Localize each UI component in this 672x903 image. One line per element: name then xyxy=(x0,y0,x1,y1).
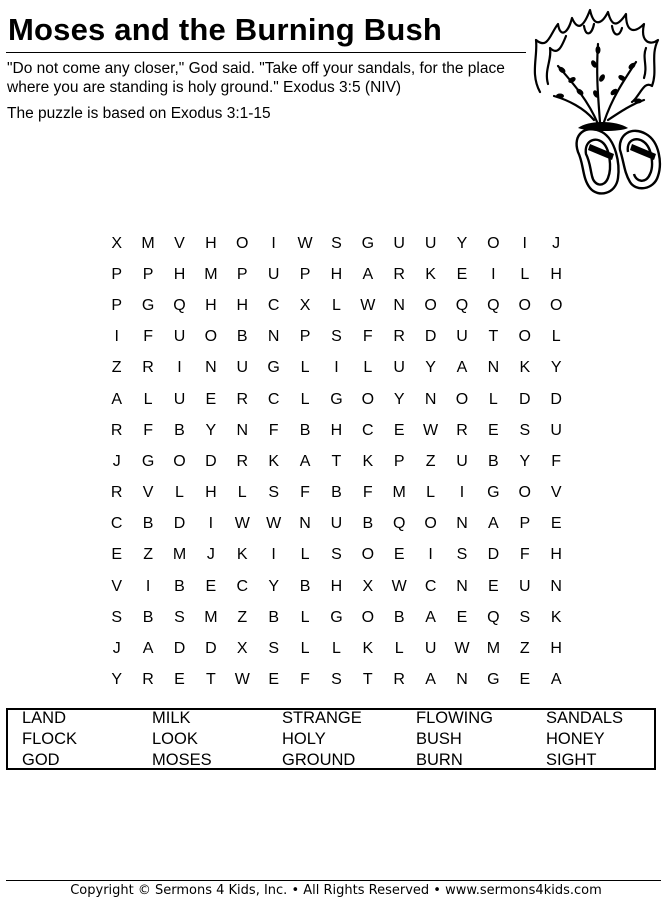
grid-letter: D xyxy=(173,515,186,533)
grid-letter: W xyxy=(234,671,250,689)
grid-letter: E xyxy=(550,515,562,533)
grid-letter: P xyxy=(142,265,154,283)
grid-letter: E xyxy=(488,577,499,595)
grid-letter: J xyxy=(112,452,121,470)
grid-letter: H xyxy=(330,265,343,283)
grid-letter: E xyxy=(205,577,217,595)
grid-letter: K xyxy=(362,640,374,658)
grid-letter: H xyxy=(550,546,562,564)
grid-letter: F xyxy=(143,421,153,439)
grid-letter: E xyxy=(205,390,217,408)
grid-letter: K xyxy=(268,452,279,470)
grid-letter: L xyxy=(520,265,530,283)
grid-letter: I xyxy=(208,515,214,533)
grid-letter: O xyxy=(518,484,531,502)
grid-letter: A xyxy=(456,359,468,377)
grid-letter: S xyxy=(268,640,279,658)
grid-letter: I xyxy=(428,546,433,564)
grid-letter: B xyxy=(331,484,342,502)
grid-letter: M xyxy=(141,234,155,252)
title-divider xyxy=(6,52,526,53)
grid-letter: R xyxy=(142,359,154,377)
grid-letter: Q xyxy=(392,515,406,533)
grid-letter: U xyxy=(393,234,405,252)
grid-letter: Z xyxy=(425,452,436,470)
grid-letter: Q xyxy=(173,296,186,314)
grid-letter: E xyxy=(174,671,185,689)
word-list-item: MOSES xyxy=(152,751,212,769)
grid-letter: S xyxy=(111,608,123,626)
grid-letter: I xyxy=(271,546,276,564)
grid-letter: O xyxy=(518,296,531,314)
grid-letter: M xyxy=(486,640,501,658)
grid-letter: W xyxy=(297,234,313,252)
grid-letter: B xyxy=(142,515,154,533)
grid-letter: L xyxy=(394,640,404,658)
grid-letter: H xyxy=(173,265,186,283)
grid-letter: D xyxy=(518,390,531,408)
word-list-item: STRANGE xyxy=(282,709,362,727)
grid-letter: X xyxy=(362,577,374,595)
grid-letter: J xyxy=(112,640,121,658)
grid-letter: G xyxy=(141,452,155,470)
word-list-item: LAND xyxy=(22,709,67,727)
grid-letter: O xyxy=(204,328,218,346)
grid-letter: V xyxy=(174,234,185,252)
grid-letter: E xyxy=(268,671,279,689)
grid-letter: R xyxy=(236,452,249,470)
grid-letter: H xyxy=(330,577,343,595)
grid-letter: M xyxy=(172,546,187,564)
grid-letter: D xyxy=(173,640,186,658)
word-list-item: BURN xyxy=(416,751,463,769)
grid-letter: E xyxy=(519,671,531,689)
grid-letter: E xyxy=(111,546,123,564)
word-search-grid xyxy=(101,228,572,696)
grid-letter: M xyxy=(204,265,218,283)
grid-letter: U xyxy=(393,359,405,377)
grid-letter: O xyxy=(236,234,249,252)
grid-letter: N xyxy=(456,515,468,533)
grid-letter: A xyxy=(425,608,436,626)
grid-letter: L xyxy=(237,484,247,502)
grid-letter: U xyxy=(518,577,531,595)
grid-letter: M xyxy=(204,608,218,626)
grid-letter: U xyxy=(550,421,562,439)
grid-letter: H xyxy=(330,421,343,439)
grid-letter: F xyxy=(362,484,373,502)
grid-letter: F xyxy=(519,546,530,564)
grid-letter: L xyxy=(331,640,341,658)
page-title: Moses and the Burning Bush xyxy=(8,12,443,47)
grid-letter: R xyxy=(393,328,405,346)
grid-letter: C xyxy=(267,390,280,408)
grid-letter: W xyxy=(454,640,470,658)
grid-letter: U xyxy=(424,640,437,658)
grid-letter: K xyxy=(519,359,531,377)
grid-letter: O xyxy=(361,608,375,626)
grid-letter: H xyxy=(205,234,217,252)
grid-letter: A xyxy=(142,640,154,658)
grid-letter: U xyxy=(236,359,249,377)
grid-letter: L xyxy=(488,390,498,408)
grid-letter: D xyxy=(205,640,217,658)
grid-letter: A xyxy=(550,671,562,689)
grid-letter: H xyxy=(550,265,562,283)
grid-letter: B xyxy=(393,608,405,626)
grid-letter: S xyxy=(331,328,342,346)
grid-letter: B xyxy=(142,608,154,626)
grid-letter: N xyxy=(456,577,468,595)
grid-letter: T xyxy=(331,452,342,470)
grid-letter: R xyxy=(142,671,154,689)
grid-letter: A xyxy=(488,515,499,533)
grid-letter: F xyxy=(551,452,562,470)
grid-letter: B xyxy=(236,328,248,346)
grid-letter: L xyxy=(300,640,310,658)
word-list-item: FLOCK xyxy=(22,730,78,748)
grid-letter: S xyxy=(174,608,185,626)
burning-bush-icon xyxy=(528,4,668,202)
grid-letter: N xyxy=(393,296,405,314)
word-list-item: SANDALS xyxy=(546,709,624,727)
word-list-item: HONEY xyxy=(546,730,605,748)
grid-letter: L xyxy=(551,328,561,346)
word-list-item: HOLY xyxy=(282,730,326,748)
grid-letter: L xyxy=(300,390,310,408)
word-list-item: BUSH xyxy=(416,730,462,748)
grid-letter: B xyxy=(488,452,499,470)
grid-letter: P xyxy=(299,328,311,346)
puzzle-basis-note: The puzzle is based on Exodus 3:1-15 xyxy=(7,105,271,122)
grid-letter: E xyxy=(456,265,468,283)
grid-letter: F xyxy=(268,421,279,439)
grid-letter: E xyxy=(488,421,499,439)
grid-letter: C xyxy=(362,421,374,439)
word-list-item: MILK xyxy=(152,709,191,727)
grid-letter: P xyxy=(236,265,248,283)
grid-letter: Z xyxy=(111,359,122,377)
grid-letter: W xyxy=(391,577,407,595)
grid-letter: O xyxy=(518,328,531,346)
grid-letter: N xyxy=(299,515,311,533)
grid-letter: Y xyxy=(456,234,468,252)
grid-letter: F xyxy=(300,484,310,502)
grid-letter: E xyxy=(393,421,405,439)
grid-letter: G xyxy=(330,390,343,408)
grid-letter: U xyxy=(424,234,437,252)
grid-letter: V xyxy=(111,577,123,595)
grid-letter: O xyxy=(361,390,375,408)
grid-letter: O xyxy=(173,452,186,470)
grid-letter: I xyxy=(177,359,182,377)
grid-letter: G xyxy=(141,296,155,314)
grid-letter: T xyxy=(488,328,499,346)
grid-letter: E xyxy=(393,546,405,564)
grid-letter: U xyxy=(173,328,186,346)
grid-letter: Y xyxy=(111,671,123,689)
grid-letter: T xyxy=(205,671,216,689)
word-list-item: GOD xyxy=(22,751,60,769)
grid-letter: K xyxy=(550,608,562,626)
grid-letter: G xyxy=(487,484,500,502)
grid-letter: N xyxy=(456,671,468,689)
grid-letter: U xyxy=(456,328,468,346)
grid-letter: Q xyxy=(487,296,500,314)
grid-letter: E xyxy=(456,608,468,626)
grid-letter: H xyxy=(205,484,217,502)
grid-letter: L xyxy=(363,359,373,377)
grid-letter: U xyxy=(173,390,186,408)
grid-letter: C xyxy=(110,515,123,533)
grid-letter: S xyxy=(519,608,531,626)
grid-letter: B xyxy=(268,608,279,626)
grid-letter: V xyxy=(142,484,154,502)
grid-letter: R xyxy=(456,421,468,439)
grid-letter: I xyxy=(491,265,496,283)
grid-letter: L xyxy=(300,608,310,626)
grid-letter: B xyxy=(299,577,311,595)
grid-letter: L xyxy=(143,390,153,408)
grid-letter: H xyxy=(205,296,217,314)
grid-letter: Y xyxy=(268,577,279,595)
grid-letter: R xyxy=(393,265,405,283)
grid-letter: L xyxy=(175,484,184,502)
grid-letter: D xyxy=(205,452,217,470)
grid-letter: X xyxy=(111,234,123,252)
grid-letter: S xyxy=(331,546,342,564)
grid-letter: I xyxy=(334,359,339,377)
grid-letter: I xyxy=(522,234,527,252)
grid-letter: A xyxy=(362,265,374,283)
grid-letter: A xyxy=(111,390,123,408)
grid-letter: N xyxy=(424,390,437,408)
word-list-item: LOOK xyxy=(152,730,198,748)
grid-letter: H xyxy=(236,296,249,314)
grid-letter: G xyxy=(267,359,280,377)
grid-letter: D xyxy=(550,390,562,408)
grid-letter: Y xyxy=(519,452,531,470)
word-list-item: SIGHT xyxy=(546,751,597,769)
grid-letter: I xyxy=(271,234,276,252)
grid-letter: V xyxy=(550,484,562,502)
grid-letter: B xyxy=(362,515,374,533)
grid-letter: K xyxy=(362,452,374,470)
grid-letter: W xyxy=(234,515,250,533)
grid-letter: R xyxy=(393,671,405,689)
grid-letter: P xyxy=(519,515,531,533)
grid-letter: A xyxy=(299,452,311,470)
grid-letter: Z xyxy=(519,640,530,658)
grid-letter: G xyxy=(487,671,500,689)
grid-letter: U xyxy=(267,265,280,283)
grid-letter: R xyxy=(110,484,123,502)
grid-letter: O xyxy=(549,296,563,314)
grid-letter: C xyxy=(424,577,437,595)
grid-letter: X xyxy=(299,296,311,314)
grid-letter: G xyxy=(330,608,343,626)
word-list-item: GROUND xyxy=(282,751,356,769)
grid-letter: P xyxy=(111,265,123,283)
grid-letter: R xyxy=(110,421,123,439)
grid-letter: J xyxy=(206,546,215,564)
grid-letter: K xyxy=(236,546,248,564)
grid-letter: F xyxy=(143,328,153,346)
grid-letter: U xyxy=(330,515,343,533)
grid-letter: P xyxy=(111,296,123,314)
grid-letter: O xyxy=(455,390,469,408)
grid-letter: M xyxy=(392,484,406,502)
grid-letter: H xyxy=(550,640,562,658)
grid-letter: I xyxy=(459,484,465,502)
grid-letter: S xyxy=(519,421,531,439)
grid-letter: L xyxy=(426,484,436,502)
grid-letter: J xyxy=(552,234,561,252)
grid-letter: O xyxy=(424,515,437,533)
grid-letter: N xyxy=(236,421,249,439)
grid-letter: O xyxy=(361,546,375,564)
grid-letter: D xyxy=(424,328,437,346)
grid-letter: A xyxy=(425,671,436,689)
grid-letter: Y xyxy=(550,359,562,377)
word-list xyxy=(22,708,662,771)
grid-letter: Z xyxy=(143,546,153,564)
grid-letter: C xyxy=(236,577,249,595)
grid-letter: W xyxy=(423,421,439,439)
grid-letter: Z xyxy=(237,608,248,626)
grid-letter: Y xyxy=(205,421,217,439)
grid-letter: S xyxy=(331,671,342,689)
grid-letter: W xyxy=(266,515,282,533)
word-list-item: FLOWING xyxy=(416,709,493,727)
grid-letter: C xyxy=(267,296,280,314)
grid-letter: B xyxy=(174,577,185,595)
grid-letter: L xyxy=(331,296,341,314)
grid-letter: Y xyxy=(425,359,436,377)
grid-letter: X xyxy=(236,640,248,658)
footer-divider xyxy=(6,880,661,881)
grid-letter: P xyxy=(393,452,405,470)
grid-letter: G xyxy=(361,234,375,252)
grid-letter: R xyxy=(236,390,249,408)
grid-letter: L xyxy=(300,546,310,564)
grid-letter: I xyxy=(145,577,151,595)
grid-letter: P xyxy=(299,265,311,283)
grid-letter: W xyxy=(360,296,376,314)
grid-letter: F xyxy=(362,328,373,346)
grid-letter: Q xyxy=(487,608,500,626)
grid-letter: K xyxy=(425,265,436,283)
grid-letter: U xyxy=(456,452,468,470)
grid-letter: I xyxy=(114,328,119,346)
grid-letter: N xyxy=(205,359,217,377)
grid-letter: L xyxy=(300,359,310,377)
grid-letter: T xyxy=(362,671,373,689)
grid-letter: F xyxy=(300,671,310,689)
grid-letter: O xyxy=(424,296,437,314)
grid-letter: B xyxy=(299,421,311,439)
grid-letter: N xyxy=(550,577,562,595)
grid-letter: S xyxy=(268,484,279,502)
grid-letter: Y xyxy=(393,390,405,408)
grid-letter: O xyxy=(487,234,500,252)
grid-letter: S xyxy=(331,234,342,252)
scripture-quote: "Do not come any closer," God said. "Take off your sandals, for the place where you are standing is holy ground." Exodus 3:5 (NIV) xyxy=(7,60,505,96)
grid-letter: S xyxy=(456,546,468,564)
grid-letter: D xyxy=(487,546,500,564)
grid-letter: N xyxy=(267,328,280,346)
grid-letter: Q xyxy=(455,296,469,314)
grid-letter: B xyxy=(174,421,185,439)
grid-letter: N xyxy=(487,359,500,377)
copyright-footer: Copyright © Sermons 4 Kids, Inc. • All Rights Reserved • www.sermons4kids.com xyxy=(70,883,602,898)
